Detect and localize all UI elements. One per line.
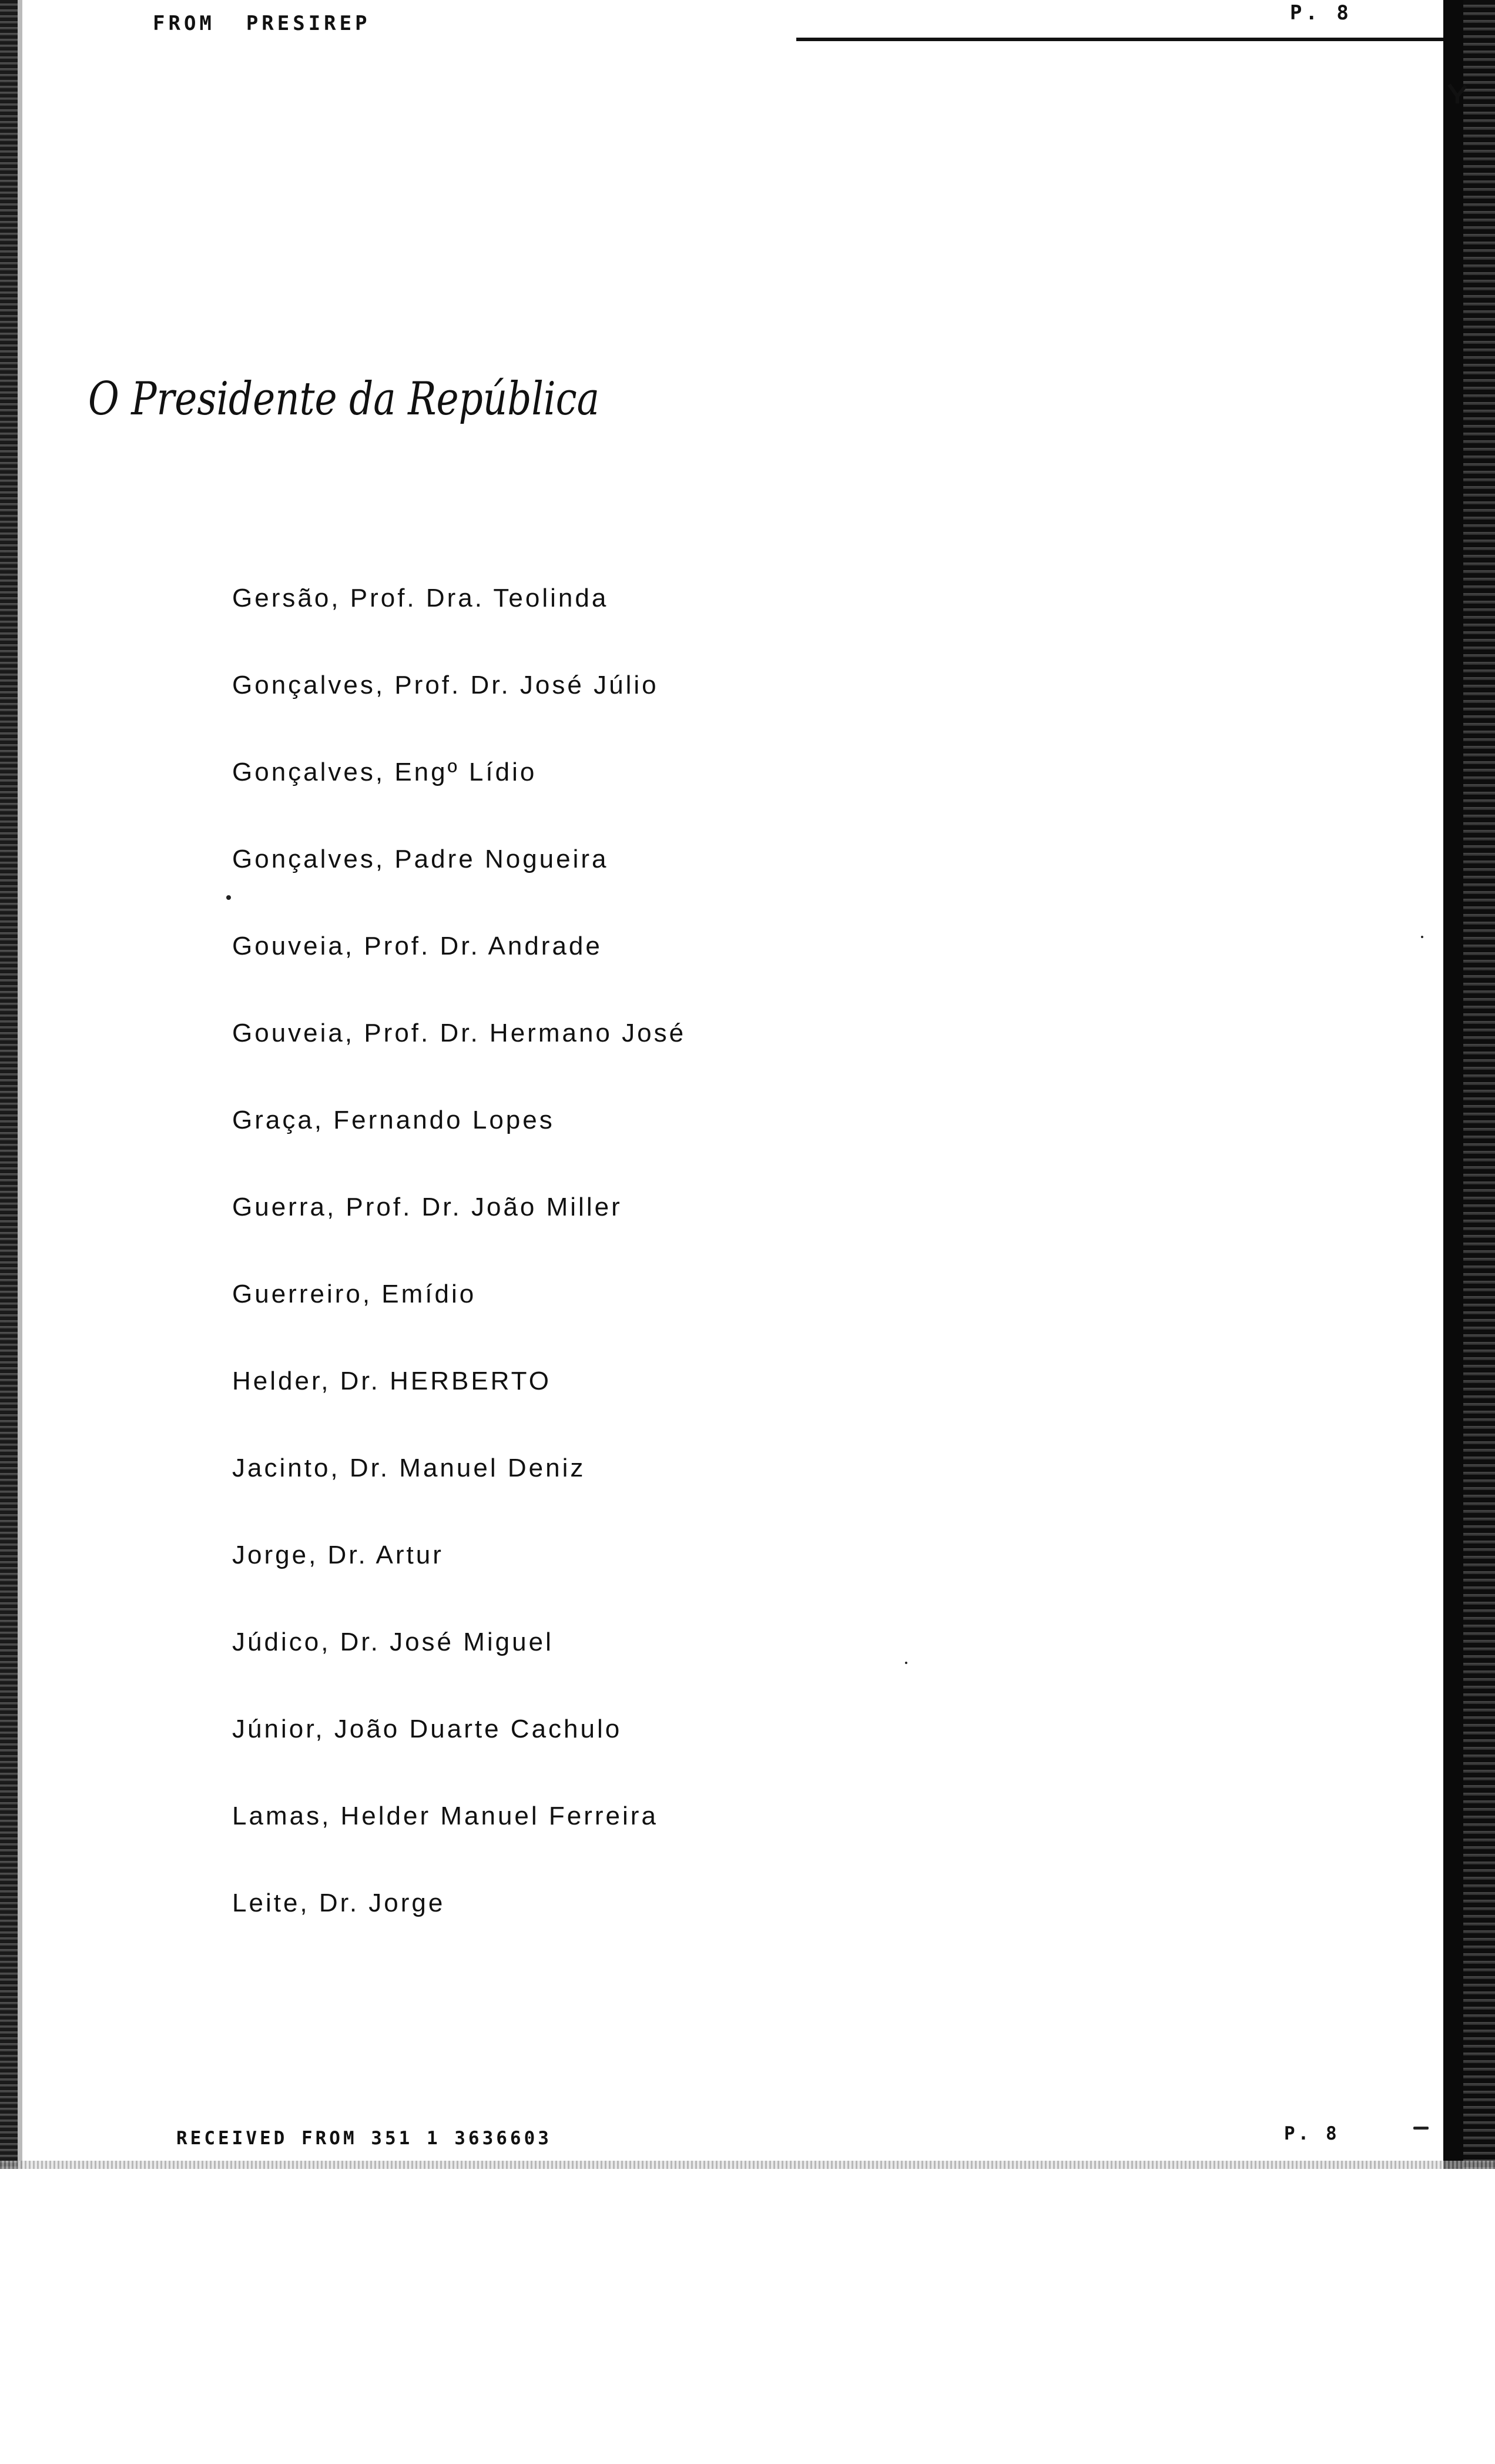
list-item: Graça, Fernando Lopes (232, 1106, 555, 1134)
fax-footer-received: RECEIVED FROM 351 1 3636603 (176, 2128, 552, 2149)
list-item: Júdico, Dr. José Miguel (232, 1628, 554, 1656)
fax-header-from: FROM PRESIREP (153, 12, 371, 35)
scan-speck (1421, 936, 1423, 938)
list-item: Gonçalves, Padre Nogueira (232, 845, 609, 873)
list-item: Guerreiro, Emídio (232, 1280, 477, 1308)
scan-edge-right-shadow (1443, 0, 1463, 2169)
fax-header-page: P. 8 (1290, 1, 1352, 25)
list-item: Leite, Dr. Jorge (232, 1889, 445, 1917)
scan-speck (905, 1662, 907, 1664)
list-item: Gonçalves, Engº Lídio (232, 758, 537, 786)
list-item: Gouveia, Prof. Dr. Andrade (232, 932, 602, 960)
list-item: Júnior, João Duarte Cachulo (232, 1715, 622, 1743)
list-item: Jorge, Dr. Artur (232, 1541, 444, 1569)
fax-footer-page: P. 8 (1284, 2123, 1340, 2144)
list-item: Guerra, Prof. Dr. João Miller (232, 1193, 622, 1221)
name-list (232, 582, 686, 1974)
scan-speck (226, 895, 231, 900)
list-item: Lamas, Helder Manuel Ferreira (232, 1802, 658, 1830)
svg-text:O Presidente da República: O Presidente da República (88, 373, 599, 426)
letterhead-logo (88, 361, 617, 438)
list-item: Gonçalves, Prof. Dr. José Júlio (232, 671, 659, 699)
scan-edge-right (1463, 0, 1495, 2169)
header-rule (796, 38, 1443, 41)
list-item: Helder, Dr. HERBERTO (232, 1367, 551, 1395)
list-item: Gersão, Prof. Dra. Teolinda (232, 584, 609, 612)
fax-mark-icon (1447, 82, 1468, 106)
scan-speck (1413, 2127, 1429, 2130)
list-item: Jacinto, Dr. Manuel Deniz (232, 1454, 586, 1482)
list-item: Gouveia, Prof. Dr. Hermano José (232, 1019, 686, 1047)
scan-edge-left-shadow (18, 0, 22, 2169)
scan-edge-left (0, 0, 18, 2169)
scan-bottom-band (0, 2161, 1495, 2169)
